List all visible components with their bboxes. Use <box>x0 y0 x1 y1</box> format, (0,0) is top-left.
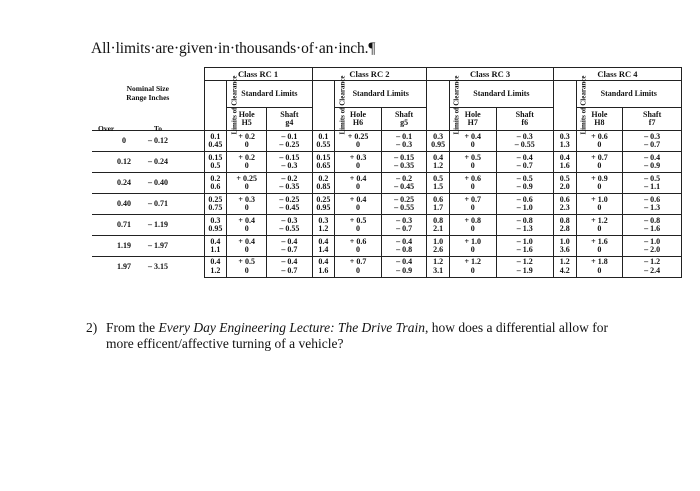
clearance-cell: 0.5 1.5 <box>427 173 450 194</box>
hole-cell: + 0.6 0 <box>576 131 623 152</box>
hole-cell: + 0.25 0 <box>335 131 382 152</box>
hole-cell: + 1.6 0 <box>576 236 623 257</box>
standard-limits-rc2: Standard Limits <box>335 81 427 108</box>
hole-cell: + 0.9 0 <box>576 173 623 194</box>
hole-cell: + 0.5 0 <box>227 257 267 278</box>
clearance-cell: 0.6 2.3 <box>553 194 576 215</box>
shaft-cell: – 0.6 – 1.3 <box>623 194 682 215</box>
over-label: Over <box>98 124 115 133</box>
shaft-cell: – 0.25 – 0.45 <box>267 194 312 215</box>
shaft-cell: – 0.4 – 0.9 <box>381 257 426 278</box>
clearance-cell: 0.8 2.1 <box>427 215 450 236</box>
clearance-cell: 0.4 1.6 <box>553 152 576 173</box>
shaft-cell: – 0.15 – 0.3 <box>267 152 312 173</box>
standard-limits-rc4: Standard Limits <box>576 81 681 108</box>
hole-cell: + 0.25 0 <box>227 173 267 194</box>
table-row <box>92 131 682 152</box>
nominal-size-header: Nominal Size Range Inches <box>126 83 170 102</box>
shaft-cell: – 0.4 – 0.7 <box>496 152 553 173</box>
clearance-cell: 0.4 1.1 <box>204 236 227 257</box>
hole-cell: + 0.4 0 <box>227 215 267 236</box>
hole-header-rc3: Hole H7 <box>449 108 496 131</box>
hole-header-rc2: Hole H6 <box>335 108 382 131</box>
hole-cell: + 0.4 0 <box>449 131 496 152</box>
standard-limits-rc1: Standard Limits <box>227 81 312 108</box>
shaft-cell: – 0.25 – 0.55 <box>381 194 426 215</box>
range-to: – 0.71 <box>148 194 204 215</box>
question-suffix: , how does a differential allow for <box>424 320 609 335</box>
hole-cell: + 0.6 0 <box>449 173 496 194</box>
clearance-cell: 0.2 0.85 <box>312 173 335 194</box>
range-to: – 0.24 <box>148 152 204 173</box>
class-rc1-title: Class RC 1 <box>204 68 312 81</box>
shaft-header-rc1: Shaft g4 <box>267 108 312 131</box>
shaft-cell: – 0.8 – 1.6 <box>623 215 682 236</box>
clearance-header-rc1: Limits of Clearance <box>204 81 227 131</box>
hole-cell: + 0.2 0 <box>227 152 267 173</box>
shaft-header-rc4: Shaft f7 <box>623 108 682 131</box>
hole-cell: + 0.2 0 <box>227 131 267 152</box>
hole-header-rc1: Hole H5 <box>227 108 267 131</box>
hole-cell: + 0.7 0 <box>576 152 623 173</box>
clearance-cell: 0.4 1.4 <box>312 236 335 257</box>
clearance-header-rc4: Limits of Clearance <box>553 81 576 131</box>
clearance-cell: 0.3 1.2 <box>312 215 335 236</box>
hole-cell: + 0.4 0 <box>227 236 267 257</box>
clearance-header-rc3: Limits of Clearance <box>427 81 450 131</box>
hole-cell: + 0.6 0 <box>335 236 382 257</box>
hole-cell: + 0.4 0 <box>335 173 382 194</box>
shaft-cell: – 0.2 – 0.35 <box>267 173 312 194</box>
table-row <box>92 257 682 278</box>
hole-cell: + 0.7 0 <box>335 257 382 278</box>
to-label: To <box>153 124 162 133</box>
range-to: – 3.15 <box>148 257 204 278</box>
range-over: 0.24 <box>92 173 148 194</box>
hole-cell: + 0.3 0 <box>227 194 267 215</box>
range-over: 0.12 <box>92 152 148 173</box>
shaft-cell: – 1.0 – 1.6 <box>496 236 553 257</box>
hole-cell: + 1.8 0 <box>576 257 623 278</box>
shaft-cell: – 0.3 – 0.7 <box>623 131 682 152</box>
clearance-cell: 0.1 0.45 <box>204 131 227 152</box>
shaft-cell: – 0.8 – 1.3 <box>496 215 553 236</box>
range-to: – 1.19 <box>148 215 204 236</box>
clearance-cell: 0.8 2.8 <box>553 215 576 236</box>
clearance-cell: 0.5 2.0 <box>553 173 576 194</box>
question-line-2: more efficent/affective turning of a vehicle? <box>106 336 344 351</box>
clearance-cell: 1.2 4.2 <box>553 257 576 278</box>
range-to: – 1.97 <box>148 236 204 257</box>
lecture-title: Every Day Engineering Lecture: The Drive Train <box>158 320 425 335</box>
question-2 <box>86 320 666 352</box>
question-prefix: From the <box>106 320 159 335</box>
shaft-cell: – 0.6 – 1.0 <box>496 194 553 215</box>
table-row <box>92 173 682 194</box>
hole-cell: + 1.0 0 <box>576 194 623 215</box>
clearance-cell: 0.25 0.75 <box>204 194 227 215</box>
class-rc4-title: Class RC 4 <box>553 68 681 81</box>
shaft-header-rc3: Shaft f6 <box>496 108 553 131</box>
shaft-cell: – 1.2 – 1.9 <box>496 257 553 278</box>
clearance-cell: 1.0 2.6 <box>427 236 450 257</box>
shaft-cell: – 0.1 – 0.3 <box>381 131 426 152</box>
shaft-cell: – 0.3 – 0.7 <box>381 215 426 236</box>
table-row <box>92 215 682 236</box>
page-heading: All·limits·are·given·in·thousands·of·an·inch.¶ <box>91 40 376 57</box>
range-over: 0 <box>92 131 148 152</box>
clearance-cell: 0.6 1.7 <box>427 194 450 215</box>
shaft-cell: – 0.3 – 0.55 <box>496 131 553 152</box>
standard-limits-rc3: Standard Limits <box>449 81 553 108</box>
class-rc2-title: Class RC 2 <box>312 68 427 81</box>
rc-fits-table <box>92 67 682 278</box>
table-row <box>92 152 682 173</box>
hole-cell: + 0.5 0 <box>449 152 496 173</box>
hole-cell: + 1.0 0 <box>449 236 496 257</box>
hole-cell: + 0.8 0 <box>449 215 496 236</box>
clearance-cell: 0.15 0.65 <box>312 152 335 173</box>
over-to-labels <box>98 124 172 133</box>
table-row <box>92 236 682 257</box>
shaft-header-rc2: Shaft g5 <box>381 108 426 131</box>
clearance-cell: 0.1 0.55 <box>312 131 335 152</box>
clearance-header-rc2: Limits of Clearance <box>312 81 335 131</box>
hole-cell: + 0.7 0 <box>449 194 496 215</box>
class-rc3-title: Class RC 3 <box>427 68 554 81</box>
hole-cell: + 0.3 0 <box>335 152 382 173</box>
rc-fits-table-body <box>92 131 682 278</box>
shaft-cell: – 0.4 – 0.9 <box>623 152 682 173</box>
clearance-cell: 0.3 0.95 <box>204 215 227 236</box>
range-over: 0.40 <box>92 194 148 215</box>
shaft-cell: – 0.4 – 0.7 <box>267 257 312 278</box>
shaft-cell: – 0.15 – 0.35 <box>381 152 426 173</box>
shaft-cell: – 0.3 – 0.55 <box>267 215 312 236</box>
clearance-cell: 0.4 1.2 <box>204 257 227 278</box>
hole-cell: + 1.2 0 <box>576 215 623 236</box>
clearance-cell: 1.0 3.6 <box>553 236 576 257</box>
shaft-cell: – 1.2 – 2.4 <box>623 257 682 278</box>
hole-cell: + 0.4 0 <box>335 194 382 215</box>
range-over: 1.19 <box>92 236 148 257</box>
range-to: – 0.40 <box>148 173 204 194</box>
clearance-cell: 0.2 0.6 <box>204 173 227 194</box>
shaft-cell: – 0.1 – 0.25 <box>267 131 312 152</box>
range-over: 0.71 <box>92 215 148 236</box>
clearance-cell: 0.4 1.6 <box>312 257 335 278</box>
shaft-cell: – 0.4 – 0.7 <box>267 236 312 257</box>
shaft-cell: – 0.5 – 0.9 <box>496 173 553 194</box>
shaft-cell: – 0.2 – 0.45 <box>381 173 426 194</box>
shaft-cell: – 0.5 – 1.1 <box>623 173 682 194</box>
clearance-cell: 0.15 0.5 <box>204 152 227 173</box>
shaft-cell: – 0.4 – 0.8 <box>381 236 426 257</box>
table-row <box>92 194 682 215</box>
clearance-cell: 1.2 3.1 <box>427 257 450 278</box>
question-number: 2) <box>86 320 98 335</box>
range-to: – 0.12 <box>148 131 204 152</box>
hole-cell: + 1.2 0 <box>449 257 496 278</box>
clearance-cell: 0.4 1.2 <box>427 152 450 173</box>
clearance-cell: 0.25 0.95 <box>312 194 335 215</box>
clearance-cell: 0.3 1.3 <box>553 131 576 152</box>
hole-cell: + 0.5 0 <box>335 215 382 236</box>
shaft-cell: – 1.0 – 2.0 <box>623 236 682 257</box>
range-over: 1.97 <box>92 257 148 278</box>
clearance-cell: 0.3 0.95 <box>427 131 450 152</box>
hole-header-rc4: Hole H8 <box>576 108 623 131</box>
